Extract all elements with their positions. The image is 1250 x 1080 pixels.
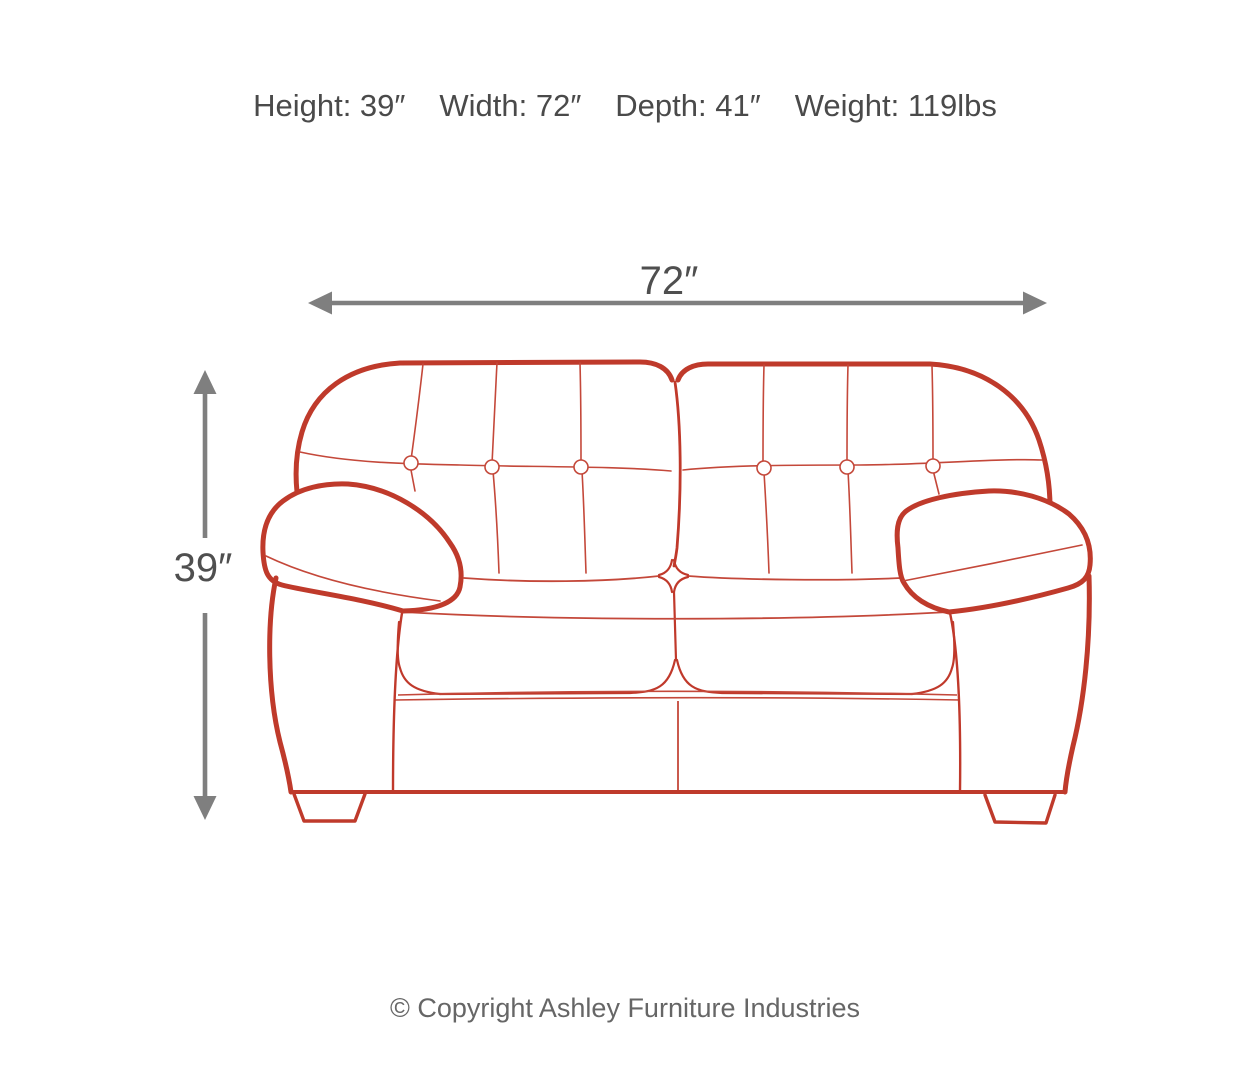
spec-weight: Weight: 119lbs	[794, 88, 997, 123]
spec-height: Height: 39″	[253, 88, 406, 123]
spec-depth: Depth: 41″	[615, 88, 761, 123]
height-dimension-label: 39″	[173, 546, 233, 590]
spec-width: Width: 72″	[439, 88, 582, 123]
sofa-illustration	[263, 362, 1090, 823]
width-dimension-label: 72″	[639, 259, 699, 303]
height-arrow	[194, 370, 217, 820]
copyright-text: © Copyright Ashley Furniture Industries	[389, 993, 861, 1023]
